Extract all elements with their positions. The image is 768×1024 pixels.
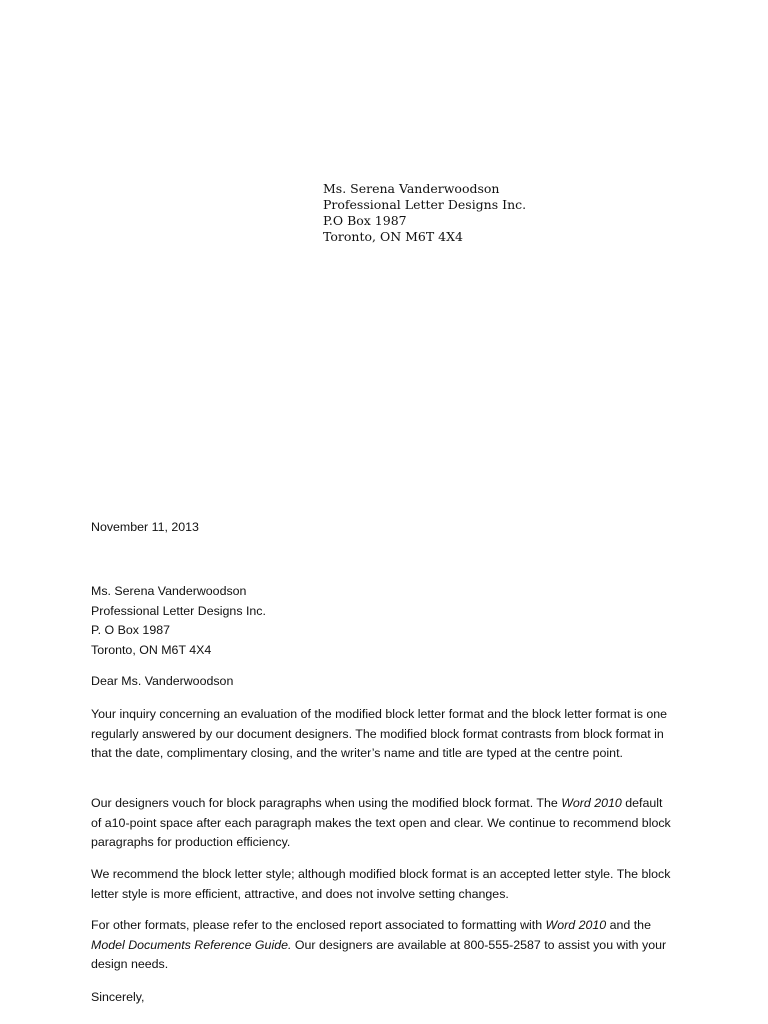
inside-address-city: Toronto, ON M6T 4X4 xyxy=(91,642,212,657)
paragraph-2 xyxy=(91,794,671,853)
inside-address-name: Ms. Serena Vanderwoodson xyxy=(91,584,247,598)
envelope-city: Toronto, ON M6T 4X4 xyxy=(323,229,463,244)
salutation: Dear Ms. Vanderwoodson xyxy=(91,674,234,688)
paragraph-3: We recommend the block letter style; although modified block format is an accepted letter style. The block letter style is more efficient, attractive, and does not involve setting changes. xyxy=(91,867,671,901)
envelope-address xyxy=(323,181,526,245)
inside-address-company: Professional Letter Designs Inc. xyxy=(91,603,266,618)
complimentary-closing: Sincerely, xyxy=(91,990,145,1004)
envelope-company: Professional Letter Designs Inc. xyxy=(323,197,527,212)
paragraph-1: Your inquiry concerning an evaluation of the modified block letter format and the block letter format is one regularly answered by our document designers. The modified block format contrasts from block format in that the date, complimentary closing, and the writer’s name and title are typed at the centre point. xyxy=(91,707,668,760)
paragraph-4 xyxy=(91,916,671,975)
paragraph-4-italic-word: Word 2010 xyxy=(545,918,607,932)
envelope-name: Ms. Serena Vanderwoodson xyxy=(323,181,500,196)
letter-date: November 11, 2013 xyxy=(91,520,199,534)
paragraph-4-text-a: For other formats, please refer to the enclosed report associated to formatting with xyxy=(91,918,546,932)
paragraph-2-text-b: default of a10-point space after each paragraph makes the text open and clear. We continue to recommend block paragraphs for production efficiency. xyxy=(91,796,671,849)
paragraph-4-italic-guide: Model Documents Reference Guide. xyxy=(91,937,292,952)
paragraph-4-text-b: and the xyxy=(606,918,651,932)
envelope-po-box: P.O Box 1987 xyxy=(323,213,407,228)
inside-address xyxy=(91,582,266,660)
paragraph-2-italic-word: Word 2010 xyxy=(561,796,622,810)
paragraph-4-text-c: Our designers are available at 800-555-2587 to assist you with your design needs. xyxy=(91,937,667,971)
paragraph-2-text-a: Our designers vouch for block paragraphs when using the modified block format. The xyxy=(91,796,562,810)
inside-address-po-box: P. O Box 1987 xyxy=(91,623,170,637)
